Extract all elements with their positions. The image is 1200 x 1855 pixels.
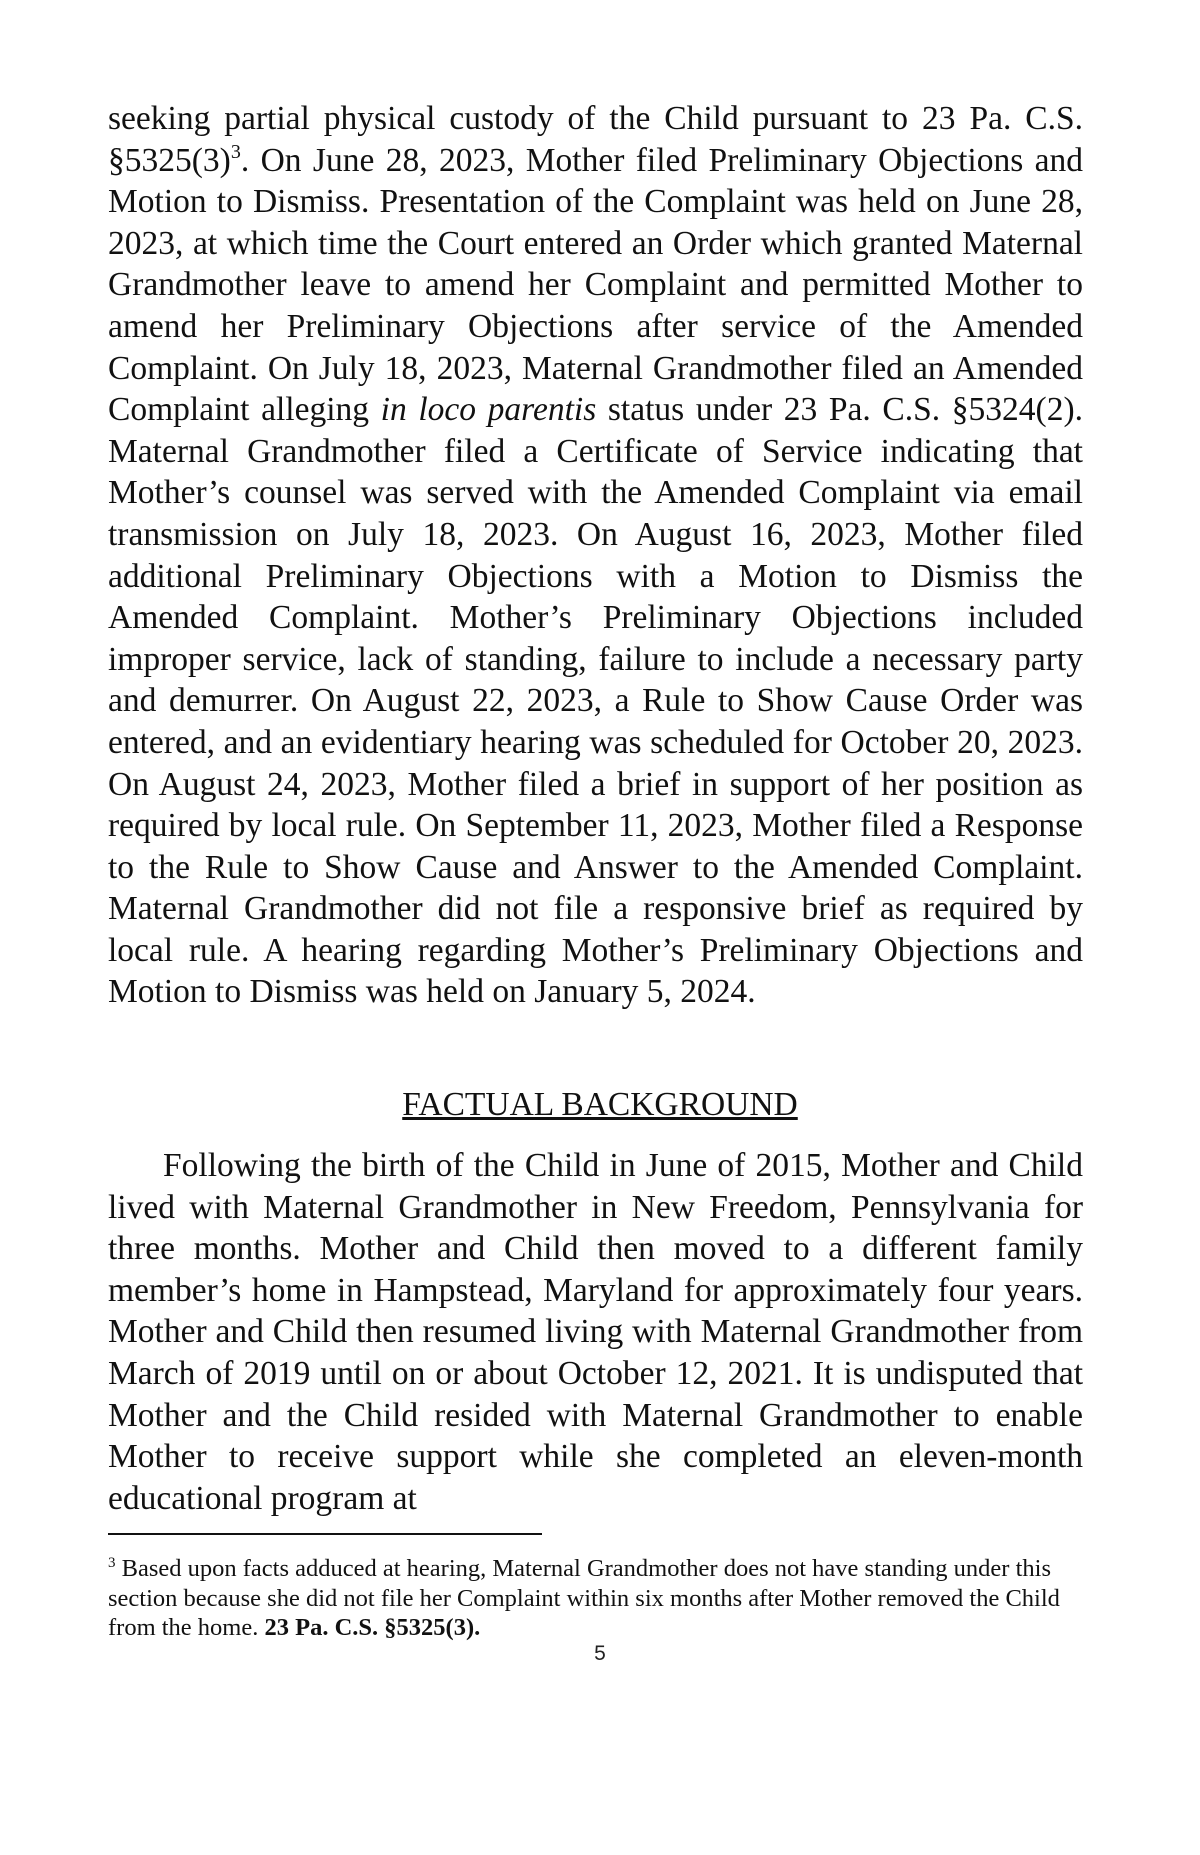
footnote-reference: 3 bbox=[230, 140, 241, 163]
paragraph-text-part2: . On June 28, 2023, Mother filed Preliminary Objections and Motion to Dismiss. Presentation of the Complaint was held on June 28, 2023, at which time the Court entered an Order which granted Maternal Grandmother leave to amend her Complaint and permitted Mother to amend her Preliminary Objections after service of the Amended Complaint. On July 18, 2023, Maternal Grandmother filed an Amended Complaint alleging bbox=[108, 141, 1083, 429]
procedural-history-paragraph bbox=[108, 98, 1083, 1013]
footnote-separator bbox=[108, 1533, 542, 1535]
footnote bbox=[108, 1554, 1083, 1643]
footnote-number: 3 bbox=[108, 1555, 116, 1571]
paragraph-text-part3: status under 23 Pa. C.S. §5324(2). Maternal Grandmother filed a Certificate of Service indicating that Mother’s counsel was served with the Amended Complaint via email transmission on July 18, 2023. On August 16, 2023, Mother filed additional Preliminary Objections with a Motion to Dismiss the Amended Complaint. Mother’s Preliminary Objections included improper service, lack of standing, failure to include a necessary party and demurrer. On August 22, 2023, a Rule to Show Cause Order was entered, and an evidentiary hearing was scheduled for October 20, 2023. On August 24, 2023, Mother filed a brief in support of her position as required by local rule. On September 11, 2023, Mother filed a Response to the Rule to Show Cause and Answer to the Amended Complaint. Maternal Grandmother did not file a responsive brief as required by local rule. A hearing regarding Mother’s Preliminary Objections and Motion to Dismiss was held on January 5, 2024. bbox=[108, 391, 1083, 1011]
factual-background-text: Following the birth of the Child in June of 2015, Mother and Child lived with Maternal Grandmother in New Freedom, Pennsylvania for three months. Mother and Child then moved to a different family member’s home in Hampstead, Maryland for approximately four years. Mother and Child then resumed living with Maternal Grandmother from March of 2019 until on or about October 12, 2021. It is undisputed that Mother and the Child resided with Maternal Grandmother to enable Mother to receive support while she completed an eleven-month educational program at bbox=[108, 1147, 1083, 1517]
paragraph-text-part1: seeking partial physical custody of the Child pursuant to 23 Pa. C.S. §5325(3) bbox=[108, 100, 1083, 179]
footnote-citation: 23 Pa. C.S. §5325(3). bbox=[264, 1614, 481, 1641]
factual-background-paragraph bbox=[108, 1145, 1083, 1519]
page-number: 5 bbox=[594, 1642, 606, 1665]
footnote-text: Based upon facts adduced at hearing, Maternal Grandmother does not have standing under this section because she did not file her Complaint within six months after Mother removed the Child from the home. bbox=[108, 1555, 1060, 1641]
italic-legal-term: in loco parentis bbox=[380, 391, 597, 429]
section-heading: FACTUAL BACKGROUND bbox=[402, 1086, 798, 1123]
